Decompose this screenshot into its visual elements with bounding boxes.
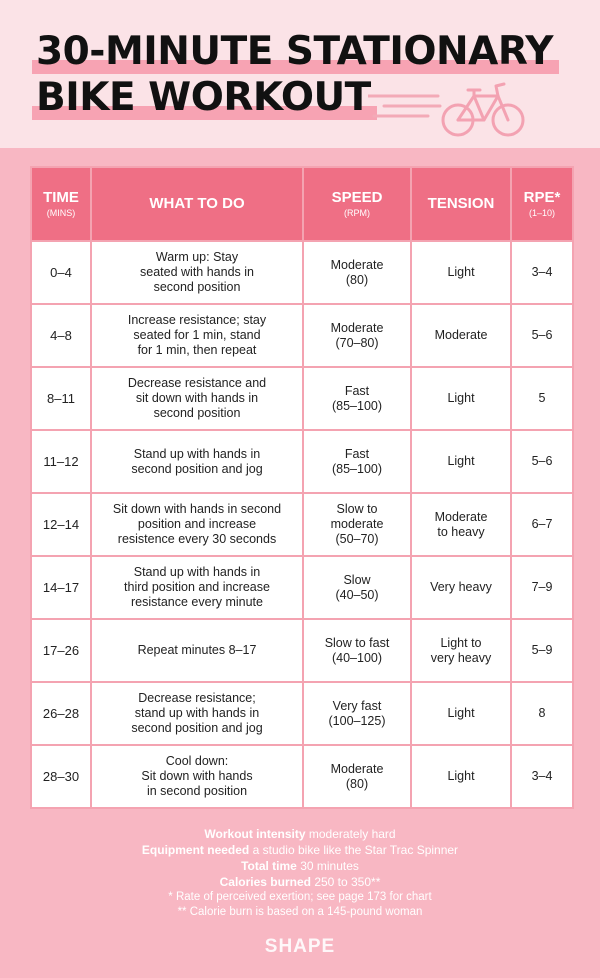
cell-what-to-do-line: seated with hands in [140, 265, 254, 280]
shape-logo: SHAPE [264, 936, 336, 957]
cell-what-to-do [91, 430, 303, 493]
cell-what-to-do [91, 493, 303, 556]
workout-table [30, 166, 574, 809]
column-header-time: TIME (MINS) [31, 167, 91, 241]
cell-speed [303, 304, 411, 367]
footnote-calories: ** Calorie burn is based on a 145-pound woman [177, 906, 423, 918]
footer-info [0, 826, 600, 920]
cell-speed-line: (85–100) [331, 461, 383, 476]
cell-tension [411, 367, 511, 430]
cell-tension-line: Light [447, 454, 475, 469]
cell-speed-line: (80) [345, 776, 369, 791]
cell-tension-line: Light [447, 391, 475, 406]
cell-time: 4–8 [31, 304, 91, 367]
cell-speed-line: (40–50) [335, 587, 379, 602]
cell-what-to-do-line: second position [153, 405, 241, 420]
cell-what-to-do-line: third position and increase [124, 580, 270, 595]
cell-time: 26–28 [31, 682, 91, 745]
cell-what-to-do-line: sit down with hands in [135, 391, 259, 406]
table-row [31, 304, 573, 367]
cell-what-to-do-line: second position and jog [131, 720, 263, 735]
cell-speed-line: Very fast [332, 698, 382, 713]
cell-time: 8–11 [31, 367, 91, 430]
cell-tension [411, 493, 511, 556]
cell-speed [303, 430, 411, 493]
cell-speed-line: Fast [344, 446, 370, 461]
total-time: Total time 30 minutes [241, 859, 359, 873]
cell-what-to-do-line: Sit down with hands [141, 769, 253, 784]
cell-speed-line: Moderate [330, 320, 384, 335]
cell-what-to-do-line: second position [153, 279, 241, 294]
title-line-1: 30-MINUTE STATIONARY [36, 32, 553, 71]
cell-speed-line: Moderate [330, 257, 384, 272]
cell-speed [303, 493, 411, 556]
cell-rpe: 3–4 [511, 241, 573, 304]
cell-tension [411, 304, 511, 367]
cell-speed [303, 556, 411, 619]
bicycle-icon [440, 80, 528, 138]
cell-speed-line: Moderate [330, 761, 384, 776]
cell-tension [411, 241, 511, 304]
cell-speed [303, 241, 411, 304]
cell-what-to-do-line: Repeat minutes 8–17 [137, 643, 257, 658]
table-header-row [31, 167, 573, 241]
cell-what-to-do-line: Warm up: Stay [155, 250, 239, 265]
table-row [31, 367, 573, 430]
cell-what-to-do-line: stand up with hands in [134, 706, 260, 721]
title-line-2: BIKE WORKOUT [36, 78, 371, 117]
cell-speed-line: Slow to [336, 502, 378, 517]
cell-tension [411, 745, 511, 808]
cell-speed-line: (80) [345, 272, 369, 287]
cell-tension [411, 619, 511, 682]
cell-tension-line: very heavy [430, 650, 492, 665]
cell-what-to-do-line: Decrease resistance and [127, 376, 267, 391]
workout-table-container [30, 166, 572, 809]
cell-what-to-do-line: Increase resistance; stay [127, 313, 267, 328]
cell-tension-line: Moderate [434, 328, 488, 343]
cell-speed-line: (100–125) [328, 713, 386, 728]
cell-rpe: 8 [511, 682, 573, 745]
column-header-tension: TENSION [411, 167, 511, 241]
cell-tension-line: Moderate [434, 509, 488, 524]
cell-what-to-do-line: seated for 1 min, stand [133, 328, 261, 343]
cell-what-to-do-line: position and increase [137, 517, 257, 532]
table-row [31, 619, 573, 682]
cell-what-to-do [91, 367, 303, 430]
cell-what-to-do-line: Cool down: [165, 754, 229, 769]
cell-time: 0–4 [31, 241, 91, 304]
cell-rpe: 5 [511, 367, 573, 430]
cell-tension-line: Light [447, 706, 475, 721]
cell-speed [303, 619, 411, 682]
table-row [31, 556, 573, 619]
cell-speed-line: Slow to fast [324, 635, 390, 650]
cell-speed [303, 682, 411, 745]
column-header-speed: SPEED (RPM) [303, 167, 411, 241]
table-row [31, 430, 573, 493]
cell-tension [411, 682, 511, 745]
cell-speed-line: (70–80) [335, 335, 379, 350]
cell-speed [303, 745, 411, 808]
cell-speed-line: (85–100) [331, 398, 383, 413]
cell-tension-line: Light [447, 769, 475, 784]
cell-rpe: 7–9 [511, 556, 573, 619]
column-header-rpe: RPE* (1–10) [511, 167, 573, 241]
header [0, 0, 600, 148]
cell-speed-line: (40–100) [331, 650, 383, 665]
cell-what-to-do [91, 682, 303, 745]
cell-what-to-do [91, 556, 303, 619]
cell-what-to-do-line: resistence every 30 seconds [117, 531, 277, 546]
equipment-needed: Equipment needed a studio bike like the Star Trac Spinner [141, 843, 459, 857]
speed-lines-icon [368, 90, 448, 130]
cell-what-to-do [91, 304, 303, 367]
cell-what-to-do [91, 241, 303, 304]
cell-speed-line: (50–70) [335, 531, 379, 546]
cell-what-to-do [91, 619, 303, 682]
cell-time: 11–12 [31, 430, 91, 493]
cell-time: 12–14 [31, 493, 91, 556]
cell-tension [411, 430, 511, 493]
cell-what-to-do-line: Stand up with hands in [133, 565, 261, 580]
cell-what-to-do [91, 745, 303, 808]
table-row [31, 745, 573, 808]
cell-what-to-do-line: resistance every minute [130, 594, 263, 609]
cell-time: 28–30 [31, 745, 91, 808]
cell-what-to-do-line: in second position [146, 783, 248, 798]
cell-what-to-do-line: Stand up with hands in [133, 446, 261, 461]
cell-time: 17–26 [31, 619, 91, 682]
cell-what-to-do-line: for 1 min, then repeat [137, 342, 257, 357]
workout-intensity: Workout intensity moderately hard [204, 827, 396, 841]
cell-rpe: 3–4 [511, 745, 573, 808]
cell-what-to-do-line: Sit down with hands in second [112, 502, 282, 517]
cell-tension [411, 556, 511, 619]
cell-tension-line: to heavy [437, 524, 485, 539]
cell-rpe: 5–6 [511, 304, 573, 367]
table-row [31, 682, 573, 745]
cell-what-to-do-line: Decrease resistance; [138, 691, 256, 706]
cell-tension-line: Very heavy [430, 580, 492, 595]
cell-tension-line: Light to [440, 635, 482, 650]
cell-speed [303, 367, 411, 430]
cell-speed-line: Fast [344, 383, 370, 398]
cell-speed-line: moderate [330, 517, 384, 532]
table-row [31, 493, 573, 556]
footnote-rpe: * Rate of perceived exertion; see page 173 for chart [168, 891, 432, 903]
cell-rpe: 5–6 [511, 430, 573, 493]
cell-speed-line: Slow [343, 572, 371, 587]
cell-rpe: 6–7 [511, 493, 573, 556]
cell-rpe: 5–9 [511, 619, 573, 682]
cell-what-to-do-line: second position and jog [131, 461, 263, 476]
table-row [31, 241, 573, 304]
column-header-what-to-do: WHAT TO DO [91, 167, 303, 241]
calories-burned: Calories burned 250 to 350** [219, 875, 381, 889]
cell-time: 14–17 [31, 556, 91, 619]
cell-tension-line: Light [447, 265, 475, 280]
